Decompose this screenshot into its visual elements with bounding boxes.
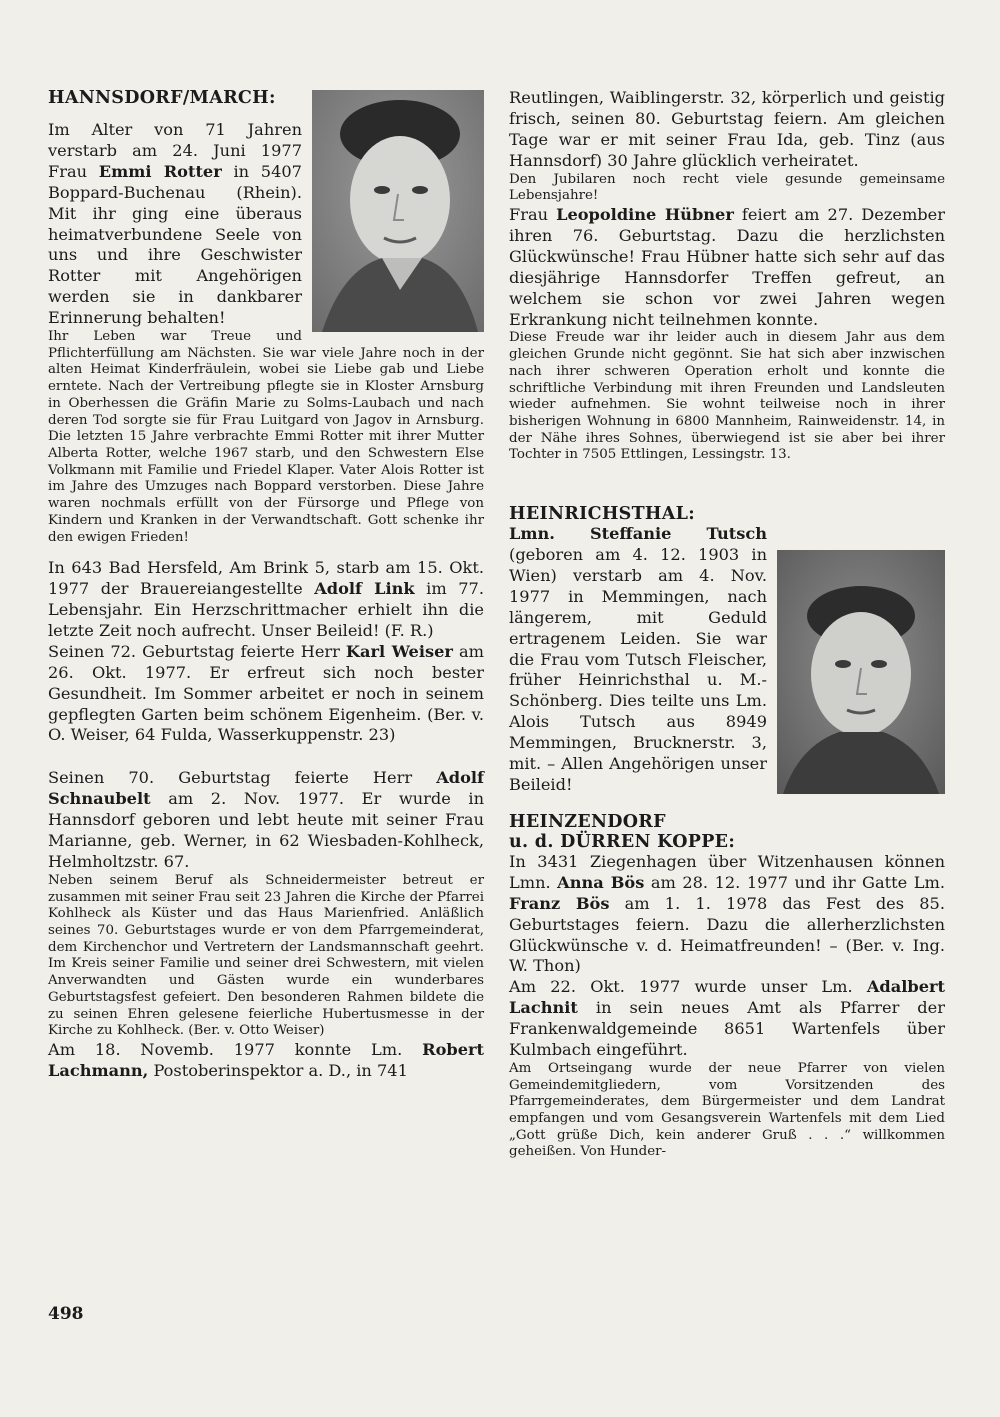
heading-hannsdorf: HANNSDORF/MARCH: <box>48 88 276 108</box>
name-leopoldine-huebner: Leopoldine Hübner <box>556 205 734 225</box>
lachnit-paragraph: Am 22. Okt. 1977 wurde unser Lm. Adalbert Lachnit in sein neues Amt als Pfarrer der Frankenwaldgemeinde 8651 Wartenfels über Kulmbach eingeführt. <box>509 977 945 1060</box>
heading-heinzendorf: HEINZENDORF <box>509 811 666 832</box>
lachmann-paragraph: Am 18. Novemb. 1977 konnte Lm. Robert Lachmann, Postoberinspektor a. D., in 741 <box>48 1039 484 1080</box>
name-steffanie-tutsch: Lmn. Steffanie Tutsch <box>509 524 767 544</box>
name-adalbert-lachnit: Adalbert Lachnit <box>509 977 945 1018</box>
heading-heinrichsthal: HEINRICHSTHAL: <box>509 504 695 525</box>
right-column <box>509 88 945 1161</box>
name-franz-boes: Franz Bös <box>509 893 610 913</box>
left-column <box>48 88 484 1082</box>
name-adolf-schnaubelt: Adolf Schnaubelt <box>48 768 484 809</box>
page-number: 498 <box>48 1304 84 1324</box>
heading-duerren-koppe: u. d. DÜRREN KOPPE: <box>509 831 736 852</box>
reutlingen-wish: Den Jubilaren noch recht viele gesunde gemeinsame Lebensjahre! <box>509 171 945 204</box>
name-anna-boes: Anna Bös <box>557 872 645 892</box>
huebner-detail-paragraph: Diese Freude war ihr leider auch in diesem Jahr aus dem gleichen Grunde nicht gegönnt. Sie hat sich aber inzwischen nach ihrer schweren Operation erholt und konnte die schriftliche Verbindung mit ihren Freunden und Landsleuten wieder aufnehmen. Sie wohnt teilweise noch in ihrer bisherigen Wohnung in 6800 Mannheim, Rainweidenstr. 14, in der Nähe ihres Sohnes, überwiegend ist sie aber bei ihrer Tochter in 7505 Ettlingen, Lessingstr. 13. <box>509 330 945 463</box>
name-robert-lachmann: Robert Lachmann, <box>48 1039 484 1080</box>
schnaubelt-paragraph: Seinen 70. Geburtstag feierte Herr Adolf Schnaubelt am 2. Nov. 1977. Er wurde in Hannsdorf geboren und lebt heute mit seiner Frau Marianne, geb. Werner, in 62 Wiesbaden-Kohlheck, Helmholtzstr. 67. <box>48 768 484 871</box>
portrait-photo-emmi-rotter <box>312 90 484 332</box>
link-paragraph: In 643 Bad Hersfeld, Am Brink 5, starb am 15. Okt. 1977 der Brauereiangestellte Adolf Link im 77. Lebensjahr. Ein Herzschrittmacher erhielt ihn die letzte Zeit noch aufrecht. Unser Beileid! (F. R.) <box>48 558 484 640</box>
boes-paragraph: In 3431 Ziegenhagen über Witzenhausen können Lmn. Anna Bös am 28. 12. 1977 und ihr Gatte Lm. Franz Bös am 1. 1. 1978 das Fest des 85. Geburtstages feiern. Dazu die allerherzlichsten Glückwünsche v. d. Heimatfreunden! – (Ber. v. Ing. W. Thon) <box>509 851 945 976</box>
huebner-paragraph: Frau Leopoldine Hübner feiert am 27. Dezember ihren 76. Geburtstag. Dazu die herzlichsten Glückwünsche! Frau Hübner hatte sich sehr auf das diesjährige Hannsdorfer Treffen gefreut, an welchem sie schon vor zwei Jahren wegen Erkrankung nicht teilnehmen konnte. <box>509 205 945 329</box>
lachnit-detail-paragraph: Am Ortseingang wurde der neue Pfarrer von vielen Gemeindemitgliedern, vom Vorsitzenden des Pfarrgemeinderates, dem Bürgermeister und dem Landrat empfangen und vom Gesangsverein Wartenfels mit dem Lied „Gott grüße Dich, kein anderer Gruß . . .“ willkommen geheißen. Von Hunder- <box>509 1060 945 1160</box>
name-karl-weiser: Karl Weiser <box>345 641 453 661</box>
name-adolf-link: Adolf Link <box>314 579 415 599</box>
portrait-photo-steffanie-tutsch <box>777 550 945 794</box>
rotter-paragraph: Im Alter von 71 Jahren verstarb am 24. Juni 1977 Frau Emmi Rotter in 5407 Boppard-Buchenau (Rhein). Mit ihr ging eine überaus heimatverbundene Seele von uns und ihre Geschwister Rotter mit Angehörigen werden sie in dankbarer Erinnerung behalten! <box>48 120 302 328</box>
tutsch-paragraph: Lmn. Steffanie Tutsch (geboren am 4. 12. 1903 in Wien) verstarb am 4. Nov. 1977 in Memmingen, nach längerem, mit Geduld ertragenem Leiden. Sie war die Frau vom Tutsch Fleischer, früher Heinrichsthal u. M.-Schönberg. Dies teilte uns Lm. Alois Tutsch aus 8949 Memmingen, Brucknerstr. 3, mit. – Allen Angehörigen unser Beileid! <box>509 524 767 794</box>
schnaubelt-detail-paragraph: Neben seinem Beruf als Schneidermeister betreut er zusammen mit seiner Frau seit 23 Jahren die Kirche der Pfarrei Kohlheck als Küster und das Haus Marienfried. Anläßlich seines 70. Geburtstages wurde er von dem Pfarrgemeinderat, dem Kirchenchor und Vertretern der Landsmannschaft geehrt. Im Kreis seiner Familie und seiner drei Schwestern, mit vielen Anverwandten und Gästen wurde ein wunderbares Geburtstagsfest gefeiert. Den besonderen Rahmen bildete die zu seinen Ehren gelesene feierliche Hubertusmesse in der Kirche zu Kohlheck. (Ber. v. Otto Weiser) <box>48 872 484 1039</box>
rotter-detail-paragraph: Ihr Leben war Treue und Pflichterfüllung am Nächsten. Sie war viele Jahre noch in der alten Heimat Kinderfräulein, wobei sie Liebe gab und Liebe erntete. Nach der Vertreibung pflegte sie in Kloster Arnsburg in Oberhessen die Gräfin Marie zu Solms-Laubach und nach deren Tod sorgte sie für Frau Luitgard von Jagov in Arnsburg. Die letzten 15 Jahre verbrachte Emmi Rotter mit ihrer Mutter Alberta Rotter, welche 1967 starb, und den Schwestern Else Volkmann mit Familie und Friedel Klaper. Vater Alois Rotter ist im Jahre des Umzuges nach Boppard verstorben. Diese Jahre waren nochmals erfüllt von der Fürsorge und Pflege von Kindern und Kranken in der Verwandtschaft. Gott schenke ihr den ewigen Frieden! <box>48 329 484 545</box>
reutlingen-paragraph: Reutlingen, Waiblingerstr. 32, körperlich und geistig frisch, seinen 80. Geburtstag feiern. Am gleichen Tage war er mit seiner Frau Ida, geb. Tinz (aus Hannsdorf) 30 Jahre glücklich verheiratet. <box>509 88 945 170</box>
name-emmi-rotter: Emmi Rotter <box>98 161 222 181</box>
weiser-paragraph: Seinen 72. Geburtstag feierte Herr Karl Weiser am 26. Okt. 1977. Er erfreut sich noch bester Gesundheit. Im Sommer arbeitet er noch in seinem gepflegten Garten beim schönem Eigenheim. (Ber. v. O. Weiser, 64 Fulda, Wasserkuppenstr. 23) <box>48 641 484 745</box>
